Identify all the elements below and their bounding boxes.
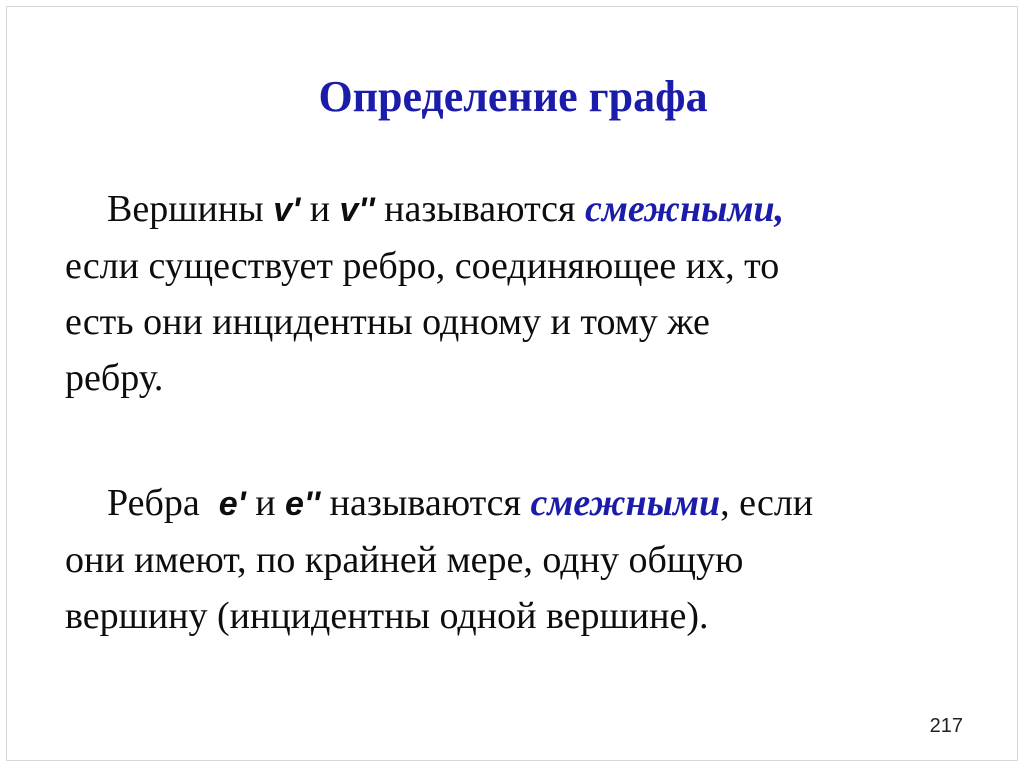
page-number: 217 [929,715,963,737]
text-fragment: Ребра [107,482,219,524]
defined-term: смежными [530,482,721,524]
vertex-variable: v' [273,191,301,229]
text-fragment: Вершины [107,188,274,230]
term-punctuation: , [774,188,785,230]
paragraph-line: если существует ребро, соединяющее их, то [65,245,780,287]
paragraph-line [65,181,965,238]
text-fragment: называются [320,482,531,524]
edge-variable: e' [218,485,246,523]
paragraph-line: вершину (инцидентны одной вершине). [65,595,709,637]
paragraph-line: ребру. [65,357,164,399]
paragraph-line [65,475,965,532]
text-fragment: , если [720,482,814,524]
text-fragment: и [300,188,340,230]
slide [6,6,1018,761]
defined-term: смежными [584,188,775,230]
definition-adjacent-vertices [65,181,965,406]
definition-adjacent-edges [65,475,965,644]
text-fragment: и [245,482,286,524]
paragraph-line: есть они инцидентны одному и тому же [65,301,710,343]
slide-title: Определение графа [318,72,708,121]
text-fragment: называются [374,188,585,230]
paragraph-line: они имеют, по крайней мере, одну общую [65,539,744,581]
edge-variable: e'' [285,485,321,523]
vertex-variable: v'' [339,191,375,229]
